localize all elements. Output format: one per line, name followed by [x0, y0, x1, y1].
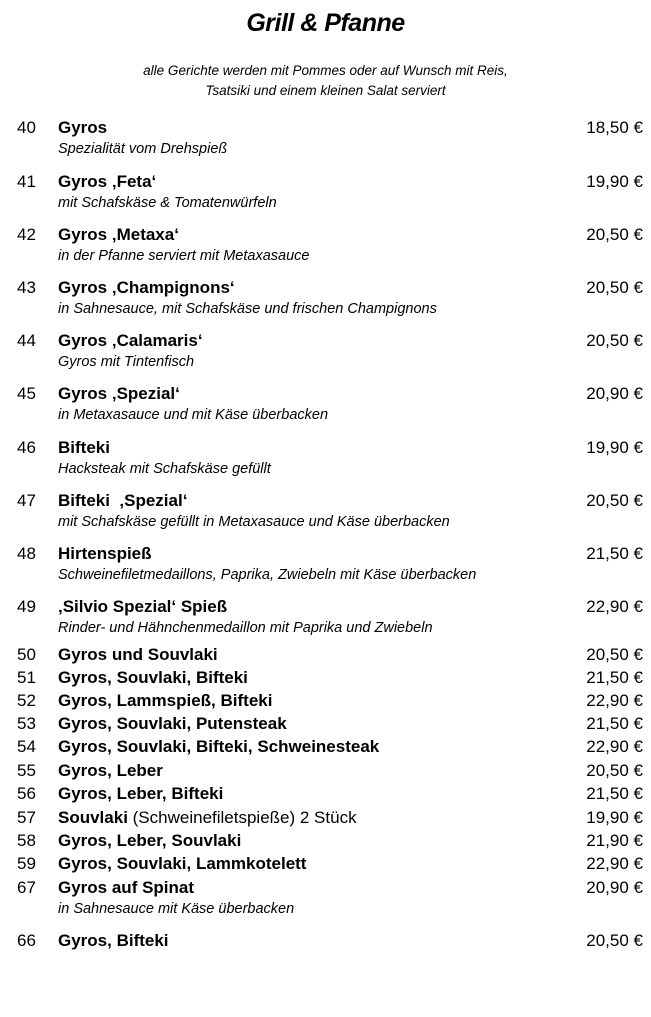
menu-item: [0, 491, 651, 530]
item-description: in der Pfanne serviert mit Metaxasauce: [58, 248, 310, 264]
menu-item: [0, 597, 651, 636]
menu-item: [0, 854, 651, 876]
item-number: 50: [17, 645, 36, 664]
item-price: 22,90 €: [586, 597, 643, 616]
item-name: [58, 808, 357, 828]
item-name-text: Bifteki: [58, 438, 110, 457]
item-name: [58, 831, 241, 851]
item-price: 20,50 €: [586, 225, 643, 244]
menu-item: [0, 878, 651, 917]
item-number: 44: [17, 331, 36, 350]
item-price: 18,50 €: [586, 118, 643, 137]
item-name-text: ‚Silvio Spezial‘ Spieß: [58, 597, 228, 616]
item-name-text: Gyros: [58, 118, 108, 137]
item-price: 21,90 €: [586, 831, 643, 850]
item-name: [58, 691, 272, 711]
item-name: [58, 761, 163, 781]
page-title: Grill & Pfanne: [246, 9, 405, 37]
item-name-text: Gyros auf Spinat: [58, 878, 195, 897]
item-name: [58, 784, 223, 804]
menu-item: [0, 808, 651, 830]
item-name-text: Gyros ‚Metaxa‘: [58, 225, 179, 244]
item-name: [58, 645, 218, 665]
menu-item: [0, 225, 651, 264]
item-name-text: Gyros, Leber, Souvlaki: [58, 831, 242, 850]
item-number: 52: [17, 691, 36, 710]
item-price: 20,50 €: [586, 491, 643, 510]
menu-item: [0, 831, 651, 853]
item-name: [58, 331, 203, 351]
item-name-text: Gyros und Souvlaki: [58, 645, 218, 664]
item-name: [58, 597, 227, 617]
item-description: Gyros mit Tintenfisch: [58, 354, 195, 370]
item-price: 20,50 €: [586, 761, 643, 780]
item-name-text: Hirtenspieß: [58, 544, 152, 563]
item-name: [58, 278, 235, 298]
item-price: 22,90 €: [586, 691, 643, 710]
item-name-text: Gyros ‚Spezial‘: [58, 384, 180, 403]
menu-item: [0, 737, 651, 759]
item-description: in Sahnesauce, mit Schafskäse und frischen Champignons: [58, 301, 437, 317]
item-price: 20,50 €: [586, 331, 643, 350]
item-description: Spezialität vom Drehspieß: [58, 141, 228, 157]
menu-item: [0, 544, 651, 583]
item-number: 54: [17, 737, 36, 756]
item-name: [58, 878, 194, 898]
item-number: 45: [17, 384, 36, 403]
menu-item: [0, 714, 651, 736]
item-description: Schweinefiletmedaillons, Paprika, Zwiebeln mit Käse überbacken: [58, 567, 477, 583]
menu-item: [0, 645, 651, 667]
item-price: 21,50 €: [586, 784, 643, 803]
menu-item: [0, 331, 651, 370]
item-price: 20,90 €: [586, 878, 643, 897]
item-number: 56: [17, 784, 36, 803]
item-name-text: Gyros, Leber, Bifteki: [58, 784, 224, 803]
item-price: 21,50 €: [586, 714, 643, 733]
item-number: 42: [17, 225, 36, 244]
item-name-text: Gyros, Leber: [58, 761, 163, 780]
item-number: 46: [17, 438, 36, 457]
item-price: 19,90 €: [586, 808, 643, 827]
item-number: 67: [17, 878, 36, 897]
item-number: 58: [17, 831, 36, 850]
item-name: [58, 668, 248, 688]
item-name-text: Gyros, Souvlaki, Putensteak: [58, 714, 287, 733]
item-number: 40: [17, 118, 36, 137]
item-name-text: Gyros ‚Calamaris‘: [58, 331, 203, 350]
item-price: 20,90 €: [586, 384, 643, 403]
item-description: in Sahnesauce mit Käse überbacken: [58, 901, 295, 917]
item-name: [58, 491, 187, 511]
menu-item: [0, 278, 651, 317]
item-name: [58, 172, 156, 192]
menu-item: [0, 384, 651, 423]
menu-item: [0, 784, 651, 806]
item-number: 48: [17, 544, 36, 563]
item-name: [58, 931, 169, 951]
item-description: Hacksteak mit Schafskäse gefüllt: [58, 461, 271, 477]
item-name-text: Souvlaki: [58, 808, 128, 827]
item-price: 20,50 €: [586, 645, 643, 664]
item-name: [58, 544, 152, 564]
item-number: 66: [17, 931, 36, 950]
item-name-text: Gyros ‚Champignons‘: [58, 278, 235, 297]
item-price: 22,90 €: [586, 737, 643, 756]
menu-item: [0, 438, 651, 477]
item-name: [58, 854, 306, 874]
menu-item: [0, 172, 651, 211]
item-number: 43: [17, 278, 36, 297]
item-price: 19,90 €: [586, 172, 643, 191]
item-number: 57: [17, 808, 36, 827]
subtitle-line-2: Tsatsiki und einem kleinen Salat serviert: [205, 83, 446, 98]
item-price: 21,50 €: [586, 544, 643, 563]
item-description: in Metaxasauce und mit Käse überbacken: [58, 407, 329, 423]
item-number: 59: [17, 854, 36, 873]
menu-item: [0, 931, 651, 953]
menu-item: [0, 118, 651, 157]
item-name: [58, 714, 287, 734]
item-name: [58, 384, 180, 404]
item-number: 51: [17, 668, 36, 687]
item-description: Rinder- und Hähnchenmedaillon mit Paprika und Zwiebeln: [58, 620, 433, 636]
item-number: 49: [17, 597, 36, 616]
item-name-text: Gyros, Souvlaki, Bifteki: [58, 668, 248, 687]
item-description: mit Schafskäse gefüllt in Metaxasauce und Käse überbacken: [58, 514, 450, 530]
menu-item: [0, 691, 651, 713]
item-name: [58, 225, 179, 245]
item-price: 22,90 €: [586, 854, 643, 873]
item-price: 19,90 €: [586, 438, 643, 457]
item-number: 55: [17, 761, 36, 780]
menu-item: [0, 668, 651, 690]
item-name: [58, 438, 110, 458]
subtitle-line-1: alle Gerichte werden mit Pommes oder auf Wunsch mit Reis,: [143, 63, 508, 78]
item-price: 20,50 €: [586, 931, 643, 950]
item-number: 41: [17, 172, 36, 191]
item-price: 21,50 €: [586, 668, 643, 687]
menu-item: [0, 761, 651, 783]
item-name-text: Bifteki ‚Spezial‘: [58, 491, 188, 510]
item-price: 20,50 €: [586, 278, 643, 297]
item-number: 47: [17, 491, 36, 510]
item-description: mit Schafskäse & Tomatenwürfeln: [58, 195, 277, 211]
item-name-text: Gyros, Souvlaki, Bifteki, Schweinesteak: [58, 737, 380, 756]
item-name-text: Gyros, Lammspieß, Bifteki: [58, 691, 273, 710]
item-name-text: Gyros, Bifteki: [58, 931, 169, 950]
item-name-extra: (Schweinefiletspieße) 2 Stück: [127, 808, 357, 827]
item-name: [58, 118, 107, 138]
item-name-text: Gyros, Souvlaki, Lammkotelett: [58, 854, 307, 873]
item-number: 53: [17, 714, 36, 733]
item-name-text: Gyros ‚Feta‘: [58, 172, 157, 191]
item-name: [58, 737, 379, 757]
